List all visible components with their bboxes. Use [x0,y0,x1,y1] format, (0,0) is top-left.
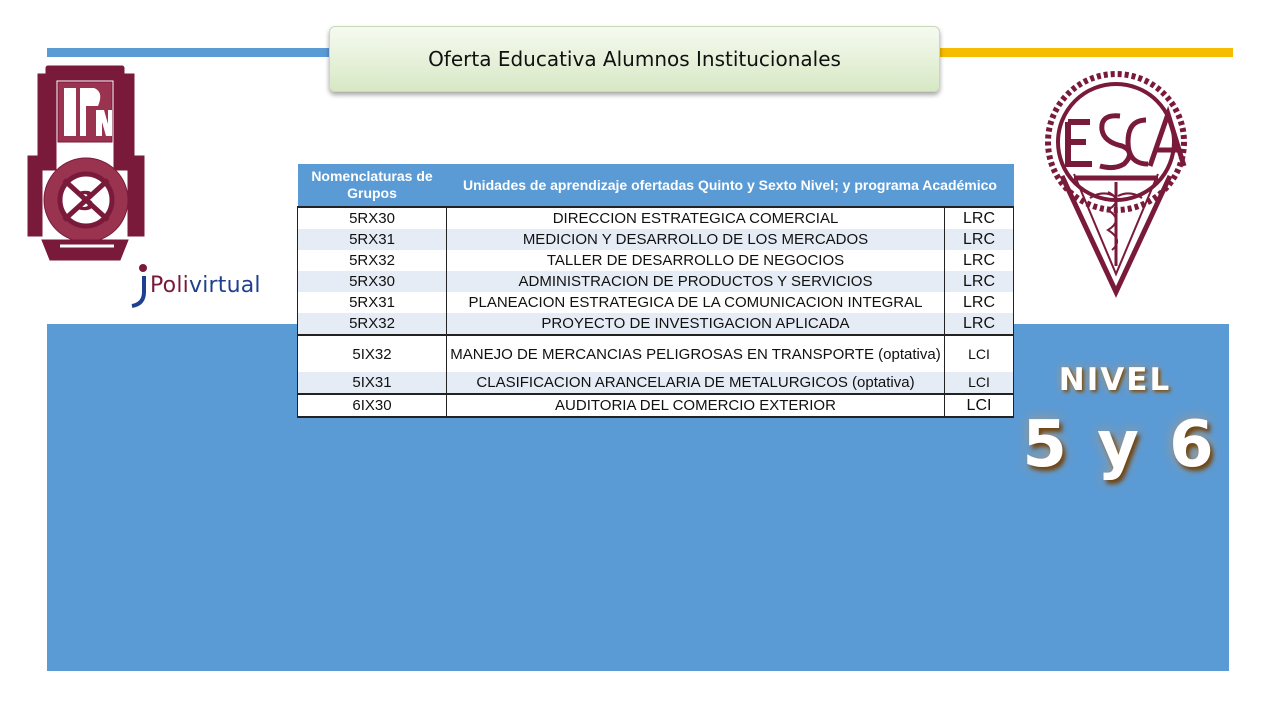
cell-group: 5IX31 [298,372,447,394]
courses-offer-table [297,164,1014,418]
cell-program: LCI [945,394,1014,417]
cell-program: LRC [945,271,1014,292]
cell-unit: TALLER DE DESARROLLO DE NEGOCIOS [447,250,945,271]
table-header-row [298,164,1014,207]
table-row [298,229,1014,250]
table-row [298,335,1014,372]
cell-program: LRC [945,250,1014,271]
cell-unit: AUDITORIA DEL COMERCIO EXTERIOR [447,394,945,417]
cell-program: LRC [945,313,1014,335]
page-title [329,26,940,92]
cell-group: 5RX30 [298,271,447,292]
cell-group: 5IX32 [298,335,447,372]
cell-group: 5RX30 [298,207,447,229]
page-title-text: Oferta Educativa Alumnos Institucionales [428,47,841,71]
cell-program: LCI [945,335,1014,372]
polivirtual-text-virtual: virtual [188,272,261,298]
cell-program: LCI [945,372,1014,394]
cell-unit: DIRECCION ESTRATEGICA COMERCIAL [447,207,945,229]
table-row [298,271,1014,292]
polivirtual-text-poli: Poli [150,272,189,298]
cell-group: 6IX30 [298,394,447,417]
cell-group: 5RX32 [298,250,447,271]
header-groups: Nomenclaturas de Grupos [298,164,447,207]
cell-unit: PLANEACION ESTRATEGICA DE LA COMUNICACION INTEGRAL [447,292,945,313]
cell-group: 5RX32 [298,313,447,335]
cell-unit: MEDICION Y DESARROLLO DE LOS MERCADOS [447,229,945,250]
table-row [298,292,1014,313]
level-value: 5 y 6 [1022,408,1218,482]
top-blue-bar [47,48,337,57]
polivirtual-icon [126,262,150,308]
table-row [298,207,1014,229]
ipn-logo-icon [24,60,148,272]
cell-group: 5RX31 [298,229,447,250]
polivirtual-logo [126,262,261,308]
esca-logo-icon [1028,70,1204,298]
svg-text:3: 3 [76,187,96,217]
header-units: Unidades de aprendizaje ofertadas Quinto y Sexto Nivel; y programa Académico [447,164,1014,207]
table-row [298,372,1014,394]
cell-unit: PROYECTO DE INVESTIGACION APLICADA [447,313,945,335]
cell-unit: ADMINISTRACION DE PRODUCTOS Y SERVICIOS [447,271,945,292]
table-row [298,313,1014,335]
polivirtual-text [150,273,261,298]
cell-program: LRC [945,292,1014,313]
table-row [298,394,1014,417]
cell-unit: MANEJO DE MERCANCIAS PELIGROSAS EN TRANSPORTE (optativa) [447,335,945,372]
cell-program: LRC [945,207,1014,229]
table-row [298,250,1014,271]
level-label: NIVEL [1058,362,1172,398]
cell-program: LRC [945,229,1014,250]
cell-unit: CLASIFICACION ARANCELARIA DE METALURGICOS (optativa) [447,372,945,394]
cell-group: 5RX31 [298,292,447,313]
top-yellow-bar [930,48,1233,57]
